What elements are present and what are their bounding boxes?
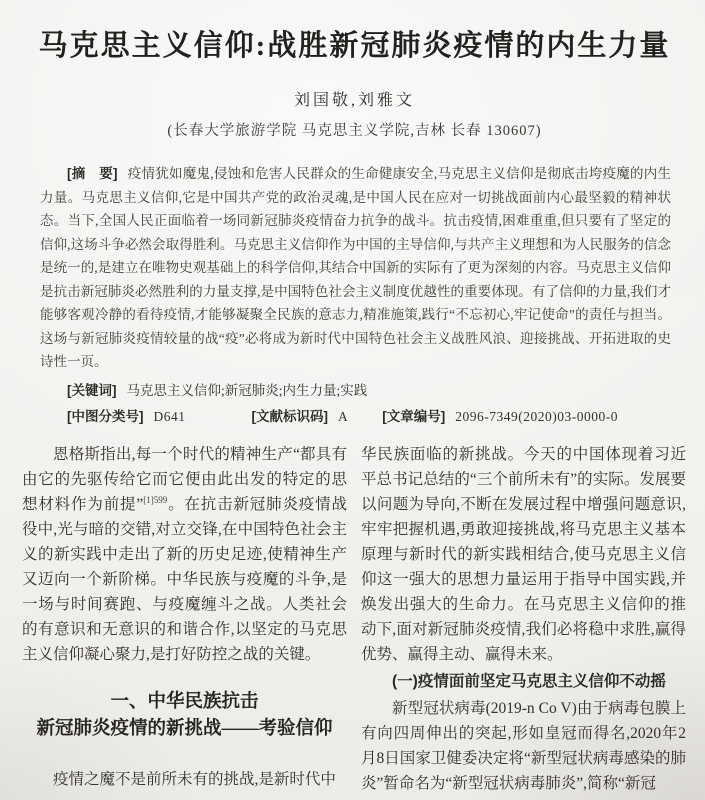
clc-value: D641 (153, 408, 186, 424)
abstract-block (40, 162, 671, 374)
classification-row (40, 406, 671, 428)
keywords-row (40, 380, 671, 402)
left-column (22, 442, 347, 796)
article-id-label: [文章编号] (382, 408, 446, 424)
front-matter (22, 162, 687, 428)
right-paragraph-1: 华民族面临的新挑战。今天的中国体现着习近平总书记总结的“三个前所未有”的实际。发展要以问题为导向,不断在发展过程中增强问题意识,牢牢把握机遇,勇敢迎接挑战,将马克思主义基本原理与新时代的新实践相结合,使马克思主义信仰这一强大的思想力量运用于指导中国实践,并焕发出强大的生命力。在马克思主义信仰的推动下,面对新冠肺炎疫情,我们必将稳中求胜,赢得优势、赢得主动、赢得未来。 (361, 445, 686, 663)
article-id-value: 2096-7349(2020)03-0000-0 (455, 408, 618, 424)
left-paragraph-2: 疫情之魔不是前所未有的挑战,是新时代中 (53, 770, 336, 788)
keywords-text: 马克思主义信仰;新冠肺炎;内生力量;实践 (126, 382, 368, 398)
left-paragraph-1-rest: 。在抗击新冠肺炎疫情战役中,光与暗的交错,对立交锋,在中国特色社会主义的新实践中走出了新的历史足迹,使精神生产又迈向一个新阶梯。中华民族与疫魔的斗争,是一场与时间赛跑、与疫魔缠斗之战。人类社会的有意识和无意识的和谐合作,以坚定的马克思主义信仰凝心聚力,是打好防控之战的关键。 (22, 495, 347, 663)
citation-ref: [1]599 (143, 494, 168, 505)
section-heading-line2: 新冠肺炎疫情的新挑战——考验信仰 (36, 718, 333, 739)
left-paragraph-1-lead: 恩格斯指出,每一个时代的精神生产“都具有由它的先驱传给它而它便由此出发的特定的思想材料作为前提” (22, 445, 347, 513)
left-paragraph-1 (22, 442, 347, 667)
right-column (361, 442, 686, 796)
section-heading-line1: 一、中华民族抗击 (110, 691, 259, 712)
authors: 刘国敬,刘雅文 (293, 92, 415, 109)
affiliation: (长春大学旅游学院 马克思主义学院,吉林 长春 130607) (167, 123, 542, 139)
right-paragraph-2: 新型冠状病毒(2019-n Co V)由于病毒包膜上有向四周伸出的突起,形如皇冠而得名,2020年2月8日国家卫健委决定将“新型冠状病毒感染的肺炎”暂命名为“新型冠状病毒肺炎”,简称“新冠 (361, 699, 686, 792)
body-columns (22, 442, 687, 796)
paper-title: 马克思主义信仰:战胜新冠肺炎疫情的内生力量 (38, 30, 671, 62)
clc-label: [中图分类号] (67, 408, 144, 424)
section-heading (22, 689, 347, 743)
abstract-text: 疫情犹如魔鬼,侵蚀和危害人民群众的生命健康安全,马克思主义信仰是彻底击垮疫魔的内生力量。马克思主义信仰,它是中国共产党的政治灵魂,是中国人民在应对一切挑战面前内心最坚毅的精神状态。当下,全国人民正面临着一场同新冠肺炎疫情奋力抗争的战斗。抗击疫情,困难重重,但只要有了坚定的信仰,这场斗争必然会取得胜利。马克思主义信仰作为中国的主导信仰,与共产主义理想和为人民服务的信念是统一的,是建立在唯物史观基础上的科学信仰,其结合中国新的实际有了更为深刻的内容。马克思主义信仰是抗击新冠肺炎必然胜利的力量支撑,是中国特色社会主义制度优越性的重要体现。有了信仰的力量,我们才能够客观冷静的看待疫情,才能够凝聚全民族的意志力,精准施策,践行“不忘初心,牢记使命”的责任与担当。这场与新冠肺炎疫情较量的战“疫”必将成为新时代中国特色社会主义战胜风浪、迎接挑战、开拓进取的史诗性一页。 (40, 166, 671, 369)
abstract-label: [摘 要] (67, 166, 118, 181)
subsection-heading: (一)疫情面前坚定马克思主义信仰不动摇 (392, 672, 666, 690)
keywords-label: [关键词] (67, 382, 117, 398)
doc-code-label: [文献标识码] (251, 408, 328, 424)
doc-code-value: A (338, 408, 349, 424)
